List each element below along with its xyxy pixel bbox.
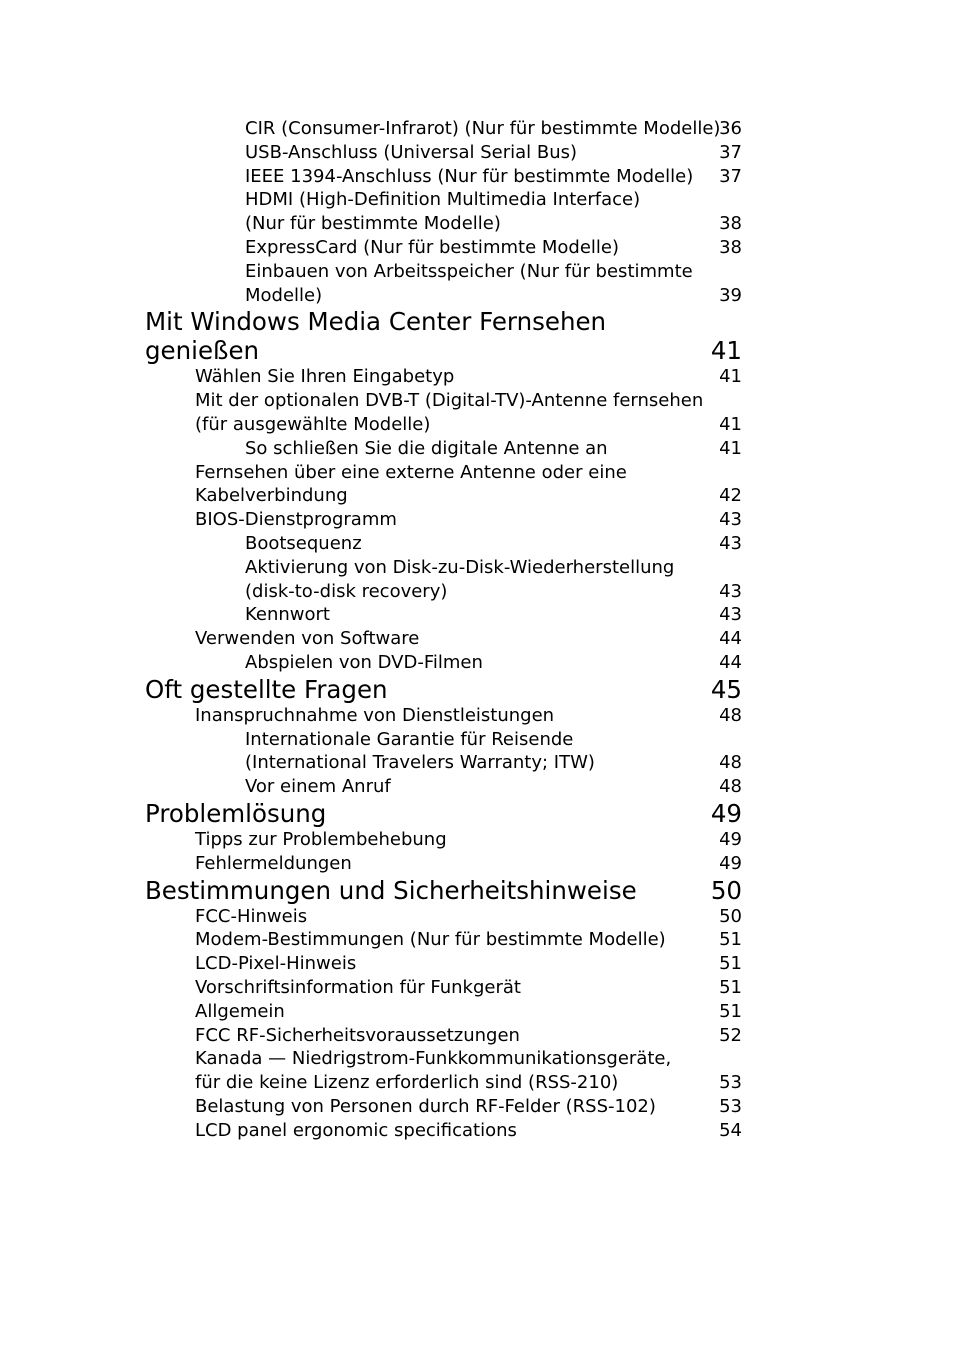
toc-entry-title: [245, 556, 674, 604]
toc-entry-title-line: Aktivierung von Disk-zu-Disk-Wiederherstellung: [245, 556, 675, 578]
toc-entry-title-line: IEEE 1394-Anschluss (Nur für bestimmte Modelle): [245, 165, 694, 187]
toc-entry-title-line: (International Travelers Warranty; ITW): [245, 752, 595, 774]
toc-page-number: 53: [719, 1072, 742, 1094]
toc-page-number: 49: [719, 828, 742, 850]
toc-section-entry[interactable]: [0, 1000, 954, 1024]
toc-entry-title: [195, 1047, 671, 1095]
toc-entry-title-line: Verwenden von Software: [195, 628, 420, 650]
toc-section-entry[interactable]: [0, 461, 954, 509]
toc-entry-title-line: HDMI (High-Definition Multimedia Interface): [245, 189, 641, 211]
toc-section-entry[interactable]: [0, 1119, 954, 1143]
toc-chapter-heading[interactable]: [0, 307, 954, 365]
toc-subsection-entry[interactable]: [0, 603, 954, 627]
toc-entry-title-line: USB-Anschluss (Universal Serial Bus): [245, 141, 578, 163]
toc-entry-title: [195, 1024, 520, 1048]
toc-subsection-entry[interactable]: [0, 437, 954, 461]
toc-entry-title-line: Kabelverbindung: [195, 485, 348, 507]
toc-page-number: 41: [719, 366, 742, 388]
toc-section-entry[interactable]: [0, 1095, 954, 1119]
toc-entry-title: [195, 928, 666, 952]
toc-page-number: 48: [719, 752, 742, 774]
toc-page-number: 43: [719, 604, 742, 626]
toc-page-number: 45: [710, 674, 742, 704]
toc-subsection-entry[interactable]: [0, 188, 954, 236]
table-of-contents: [0, 117, 954, 1142]
toc-page-number: 49: [719, 852, 742, 874]
toc-section-entry[interactable]: [0, 1047, 954, 1095]
toc-entry-title: [245, 260, 693, 308]
toc-page-number: 38: [719, 236, 742, 258]
toc-entry-title-line: Mit Windows Media Center Fernsehen: [145, 307, 607, 337]
toc-subsection-entry[interactable]: [0, 651, 954, 675]
toc-page-number: 37: [719, 141, 742, 163]
toc-section-entry[interactable]: [0, 627, 954, 651]
toc-entry-title-line: Inanspruchnahme von Dienstleistungen: [195, 704, 555, 726]
toc-section-entry[interactable]: [0, 1024, 954, 1048]
toc-entry-title-line: LCD panel ergonomic specifications: [195, 1119, 517, 1141]
toc-entry-title: [145, 799, 326, 828]
toc-section-entry[interactable]: [0, 852, 954, 876]
toc-entry-title-line: Vor einem Anruf: [245, 776, 391, 798]
toc-subsection-entry[interactable]: [0, 260, 954, 308]
toc-page-number: 44: [719, 628, 742, 650]
toc-chapter-heading[interactable]: [0, 675, 954, 704]
toc-page-number: 50: [710, 875, 742, 905]
toc-entry-title-line: Kanada — Niedrigstrom-Funkkommunikationsgeräte,: [195, 1048, 672, 1070]
toc-page-number: 52: [719, 1024, 742, 1046]
toc-entry-title-line: Allgemein: [195, 1000, 285, 1022]
toc-entry-title: [195, 976, 521, 1000]
toc-entry-title-line: Fehlermeldungen: [195, 852, 352, 874]
toc-entry-title: [195, 508, 397, 532]
toc-page-number: 48: [719, 776, 742, 798]
toc-entry-title-line: genießen: [145, 336, 260, 366]
toc-subsection-entry[interactable]: [0, 556, 954, 604]
toc-entry-title-line: Modelle): [245, 284, 323, 306]
toc-entry-title-line: (Nur für bestimmte Modelle): [245, 213, 501, 235]
toc-subsection-entry[interactable]: [0, 728, 954, 776]
toc-entry-title: [195, 905, 307, 929]
toc-entry-title-line: (für ausgewählte Modelle): [195, 413, 431, 435]
toc-page-number: 53: [719, 1095, 742, 1117]
toc-subsection-entry[interactable]: [0, 165, 954, 189]
toc-entry-title-line: ExpressCard (Nur für bestimmte Modelle): [245, 236, 620, 258]
toc-entry-title-line: BIOS-Dienstprogramm: [195, 509, 397, 531]
toc-page-number: 43: [719, 532, 742, 554]
toc-page-number: 41: [719, 413, 742, 435]
toc-entry-title-line: Belastung von Personen durch RF-Felder (RSS-102): [195, 1095, 656, 1117]
toc-entry-title-line: Problemlösung: [145, 798, 327, 828]
toc-page-number: 49: [710, 798, 742, 828]
toc-entry-title: [195, 627, 419, 651]
toc-entry-title-line: Internationale Garantie für Reisende: [245, 728, 574, 750]
toc-entry-title-line: für die keine Lizenz erforderlich sind (RSS-210): [195, 1072, 619, 1094]
toc-entry-title: [245, 141, 577, 165]
toc-page-number: 38: [719, 213, 742, 235]
toc-entry-title-line: Fernsehen über eine externe Antenne oder eine: [195, 461, 627, 483]
toc-entry-title-line: (disk-to-disk recovery): [245, 580, 448, 602]
toc-section-entry[interactable]: [0, 928, 954, 952]
toc-chapter-heading[interactable]: [0, 799, 954, 828]
toc-section-entry[interactable]: [0, 828, 954, 852]
toc-entry-title-line: Abspielen von DVD-Filmen: [245, 651, 483, 673]
toc-entry-title-line: Bootsequenz: [245, 532, 362, 554]
toc-subsection-entry[interactable]: [0, 141, 954, 165]
toc-section-entry[interactable]: [0, 389, 954, 437]
toc-page-number: 48: [719, 704, 742, 726]
toc-entry-title: [195, 389, 703, 437]
toc-page-number: 41: [710, 336, 742, 366]
toc-entry-title: [145, 675, 388, 704]
toc-entry-title: [195, 461, 627, 509]
toc-entry-title: [245, 651, 483, 675]
toc-section-entry[interactable]: [0, 704, 954, 728]
toc-entry-title-line: Einbauen von Arbeitsspeicher (Nur für bestimmte: [245, 260, 693, 282]
toc-page-number: 51: [719, 929, 742, 951]
toc-entry-title-line: Wählen Sie Ihren Eingabetyp: [195, 366, 455, 388]
toc-entry-title-line: Oft gestellte Fragen: [145, 674, 388, 704]
toc-page-number: 51: [719, 976, 742, 998]
toc-entry-title: [195, 1000, 285, 1024]
toc-subsection-entry[interactable]: [0, 775, 954, 799]
toc-entry-title: [145, 307, 606, 365]
toc-entry-title-line: Tipps zur Problembehebung: [195, 828, 447, 850]
toc-page-number: 50: [719, 905, 742, 927]
toc-page-number: 43: [719, 509, 742, 531]
toc-entry-title: [245, 532, 362, 556]
toc-page-number: 36: [719, 118, 742, 139]
toc-entry-title: [195, 852, 352, 876]
toc-entry-title-line: Kennwort: [245, 604, 330, 626]
toc-entry-title: [195, 704, 554, 728]
toc-page-number: 37: [719, 165, 742, 187]
toc-entry-title: [195, 1119, 517, 1143]
toc-entry-title: [245, 188, 640, 236]
toc-entry-title: [245, 775, 391, 799]
toc-page-number: 42: [719, 485, 742, 507]
toc-entry-title: [245, 236, 619, 260]
toc-section-entry[interactable]: [0, 508, 954, 532]
toc-entry-title-line: FCC-Hinweis: [195, 905, 308, 927]
toc-entry-title-line: CIR (Consumer-Infrarot) (Nur für bestimmte Modelle): [245, 118, 721, 139]
toc-entry-title-line: So schließen Sie die digitale Antenne an: [245, 437, 608, 459]
toc-section-entry[interactable]: [0, 365, 954, 389]
toc-page-number: 51: [719, 953, 742, 975]
toc-entry-title: [145, 876, 637, 905]
toc-page-number: 39: [719, 284, 742, 306]
toc-entry-title: [245, 728, 595, 776]
toc-entry-title-line: Vorschriftsinformation für Funkgerät: [195, 976, 521, 998]
toc-page-number: 44: [719, 651, 742, 673]
toc-entry-title: [195, 828, 447, 852]
toc-entry-title: [195, 1095, 656, 1119]
toc-chapter-heading[interactable]: [0, 876, 954, 905]
toc-page-number: 51: [719, 1000, 742, 1022]
toc-entry-title-line: Bestimmungen und Sicherheitshinweise: [145, 875, 637, 905]
toc-entry-title-line: FCC RF-Sicherheitsvoraussetzungen: [195, 1024, 520, 1046]
toc-page-number: 41: [719, 437, 742, 459]
toc-entry-title: [195, 365, 454, 389]
toc-entry-title: [245, 603, 330, 627]
toc-entry-title: [245, 437, 608, 461]
toc-entry-title-line: Mit der optionalen DVB-T (Digital-TV)-Antenne fernsehen: [195, 390, 704, 412]
toc-entry-title: [195, 952, 356, 976]
toc-entry-title-line: LCD-Pixel-Hinweis: [195, 953, 357, 975]
toc-section-entry[interactable]: [0, 976, 954, 1000]
toc-subsection-entry[interactable]: [0, 236, 954, 260]
toc-subsection-entry[interactable]: [0, 117, 954, 141]
toc-page-number: 54: [719, 1119, 742, 1141]
toc-entry-title: [245, 117, 720, 141]
toc-entry-title: [245, 165, 693, 189]
toc-section-entry[interactable]: [0, 905, 954, 929]
toc-page-number: 43: [719, 580, 742, 602]
toc-entry-title-line: Modem-Bestimmungen (Nur für bestimmte Modelle): [195, 929, 666, 951]
toc-section-entry[interactable]: [0, 952, 954, 976]
toc-subsection-entry[interactable]: [0, 532, 954, 556]
